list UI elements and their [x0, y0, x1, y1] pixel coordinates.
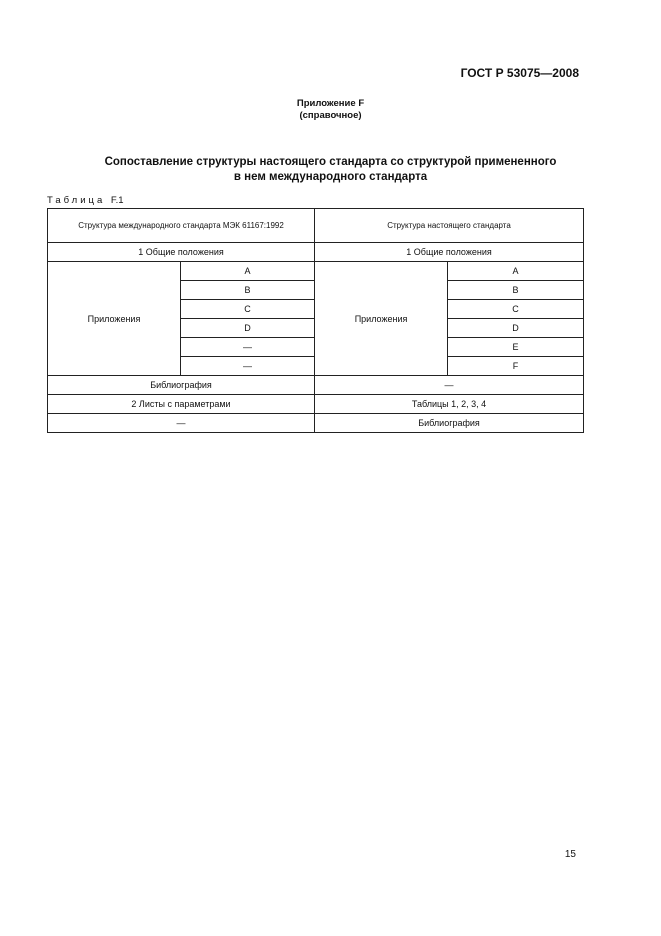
annex-left-cell: B	[181, 281, 315, 300]
annex-title: Приложение F	[296, 98, 365, 109]
annex-left-cell: —	[181, 357, 315, 376]
bibliography-right-cell: —	[315, 376, 584, 395]
params-right-cell: Таблицы 1, 2, 3, 4	[315, 395, 584, 414]
table-row	[48, 395, 584, 414]
document-id: ГОСТ Р 53075—2008	[460, 66, 579, 80]
annex-left-cell: —	[181, 338, 315, 357]
table-header-row	[48, 209, 584, 243]
header-right-cell: Структура настоящего стандарта	[315, 209, 584, 243]
heading-line-2: в нем международного стандарта	[233, 171, 428, 183]
annex-label-right-cell: Приложения	[315, 262, 448, 376]
annex-left-cell: A	[181, 262, 315, 281]
annex-subtitle: (справочное)	[299, 110, 362, 121]
annex-label-left-cell: Приложения	[48, 262, 181, 376]
annex-left-cell: D	[181, 319, 315, 338]
params-left-cell: 2 Листы с параметрами	[48, 395, 315, 414]
table-label-number: F.1	[110, 195, 124, 206]
table-row	[48, 376, 584, 395]
section-heading	[0, 155, 661, 185]
table-label-word: Таблица	[47, 195, 106, 206]
annex-header	[0, 98, 661, 122]
page-number: 15	[564, 849, 576, 860]
annex-right-cell: C	[448, 300, 584, 319]
annex-right-cell: B	[448, 281, 584, 300]
comparison-table	[47, 208, 584, 433]
annex-left-cell: C	[181, 300, 315, 319]
last-right-cell: Библиография	[315, 414, 584, 433]
table-row	[48, 414, 584, 433]
heading-line-1: Сопоставление структуры настоящего стандарта со структурой примененного	[104, 156, 557, 168]
table-label	[47, 195, 124, 206]
table-row	[48, 243, 584, 262]
annex-right-cell: E	[448, 338, 584, 357]
annex-right-cell: A	[448, 262, 584, 281]
bibliography-left-cell: Библиография	[48, 376, 315, 395]
general-right-cell: 1 Общие положения	[315, 243, 584, 262]
general-left-cell: 1 Общие положения	[48, 243, 315, 262]
last-left-cell: —	[48, 414, 315, 433]
annex-right-cell: D	[448, 319, 584, 338]
table-row	[48, 262, 584, 281]
annex-right-cell: F	[448, 357, 584, 376]
header-left-cell: Структура международного стандарта МЭК 61167:1992	[48, 209, 315, 243]
